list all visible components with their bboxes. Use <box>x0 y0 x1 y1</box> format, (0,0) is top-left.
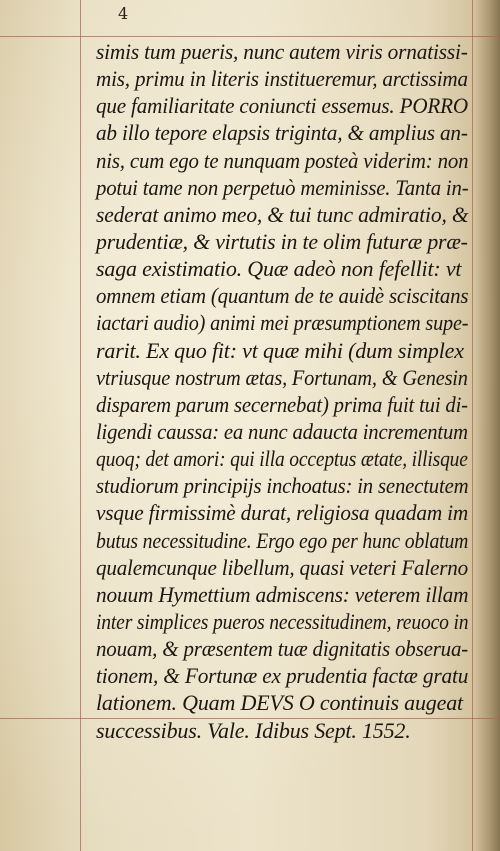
text-line: ab illo tepore elapsis triginta, & amplius an- <box>96 120 468 146</box>
text-line: ligendi caussa: ea nunc adaucta incrementum <box>96 418 468 444</box>
text-line: tionem, & Fortunæ ex prudentia factæ gratu <box>96 663 469 689</box>
text-line: vsque firmissimè durat, religiosa quadam im <box>96 500 469 526</box>
text-line: omnem etiam (quantum de te auidè sciscitans <box>96 283 469 309</box>
text-line: disparem parum secernebat) prima fuit tui di- <box>96 391 468 417</box>
text-line: quoq; det amori: qui illa occeptus ætate, illisque <box>96 446 468 472</box>
text-line: que familiaritate coniuncti essemus. PORRO <box>96 93 468 119</box>
text-line: mis, primu in literis institueremur, arctissima <box>96 66 468 92</box>
text-line: nouum Hymettium admiscens: veterem illam <box>96 581 469 607</box>
margin-rule-left <box>80 0 81 851</box>
text-line: successibus. Vale. Idibus Sept. 1552. <box>96 717 411 743</box>
text-line: nouam, & præsentem tuæ dignitatis obserua- <box>96 636 469 662</box>
text-line: saga existimatio. Quæ adeò non fefellit: vt <box>96 256 462 282</box>
text-line: nis, cum ego te nunquam posteà viderim: non <box>96 147 469 173</box>
text-line: studiorum principijs inchoatus: in senectutem <box>96 473 469 499</box>
text-line: prudentiæ, & virtutis in te olim futuræ præ- <box>96 228 468 254</box>
text-line: qualemcunque libellum, quasi veteri Falerno <box>96 554 468 580</box>
text-line: rarit. Ex quo fit: vt quæ mihi (dum simplex <box>96 337 464 363</box>
text-line: potui tame non perpetuò meminisse. Tanta in- <box>96 174 469 200</box>
latin-text-block <box>96 38 476 744</box>
text-line: vtriusque nostrum ætas, Fortunam, & Genesin <box>96 364 468 390</box>
text-line: inter simplices pueros necessitudinem, reuoco in <box>96 608 469 634</box>
gutter-shadow <box>474 0 500 851</box>
text-line: sederat animo meo, & tui tunc admiratio, & <box>96 201 469 227</box>
text-line: lationem. Quam DEVS O continuis augeat <box>96 690 463 716</box>
text-line: butus necessitudine. Ergo ego per hunc oblatum <box>96 527 469 553</box>
text-line: iactari audio) animi mei præsumptionem supe- <box>96 310 469 336</box>
margin-rule-top <box>0 36 500 37</box>
text-line: simis tum pueris, nunc autem viris ornatissi- <box>96 39 468 64</box>
page-number: 4 <box>118 4 129 23</box>
